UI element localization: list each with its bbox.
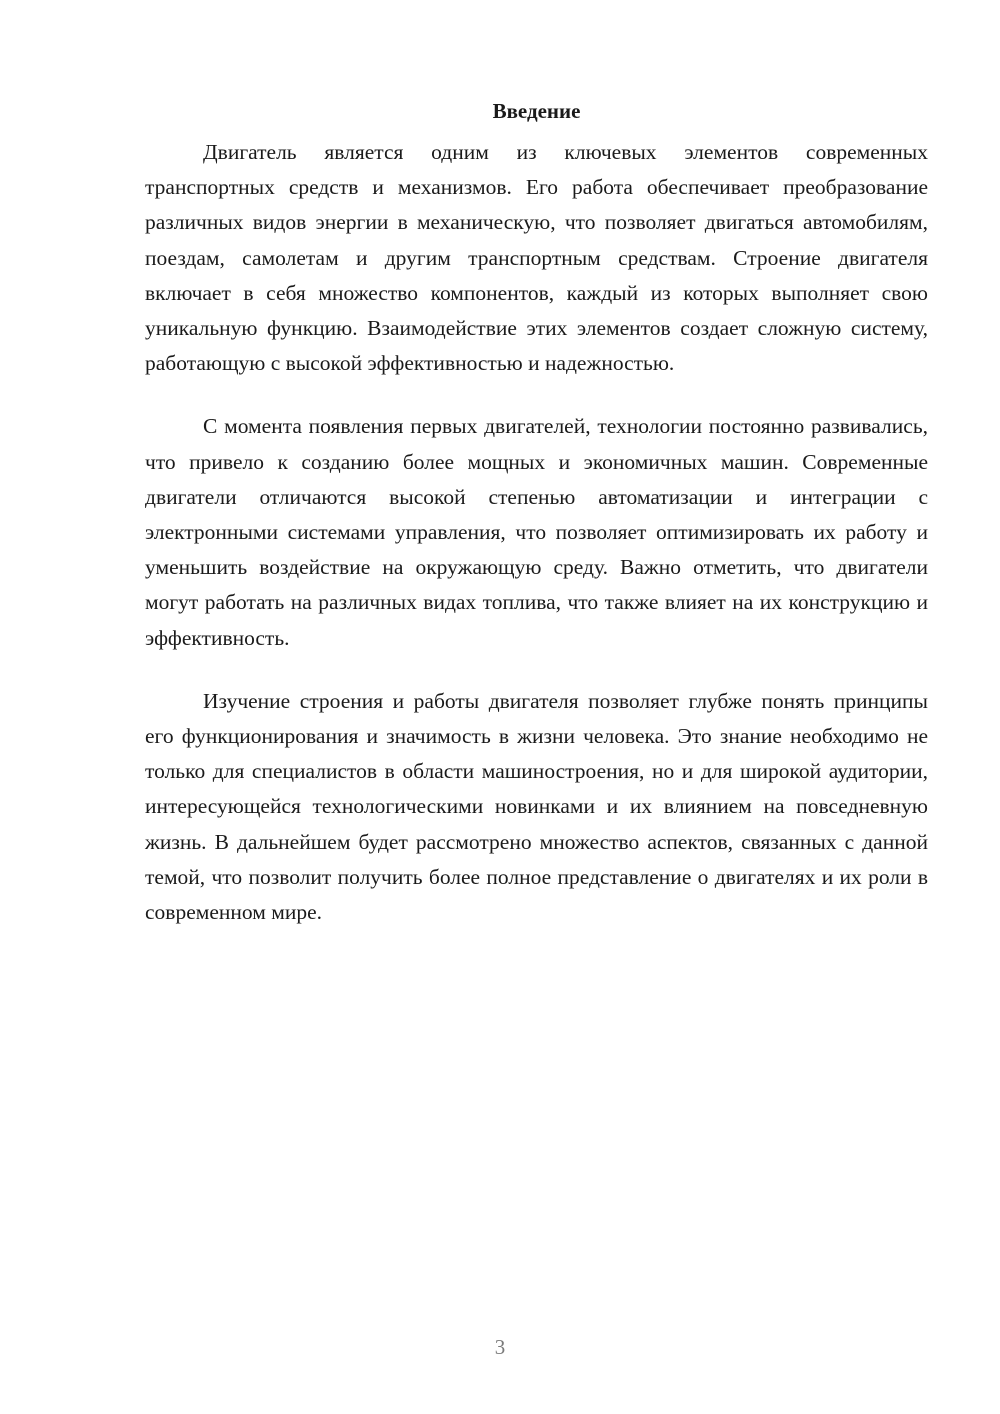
paragraph-2: С момента появления первых двигателей, технологии постоянно развивались, что привело к созданию более мощных и экономичных машин. Современные двигатели отличаются высокой степенью автоматизации и интеграции с электронными системами управления, что позволяет оптимизировать их работу и уменьшить воздействие на окружающую среду. Важно отметить, что двигатели могут работать на различных видах топлива, что также влияет на их конструкцию и эффективность.	[145, 414, 928, 650]
paragraph-3: Изучение строения и работы двигателя позволяет глубже понять принципы его функционирования и значимость в жизни человека. Это знание необходимо не только для специалистов в области машиностроения, но и для широкой аудитории, интересующейся технологическими новинками и их влиянием на повседневную жизнь. В дальнейшем будет рассмотрено множество аспектов, связанных с данной темой, что позволит получить более полное представление о двигателях и их роли в современном мире.	[145, 688, 928, 925]
section-title: Введение	[492, 99, 581, 123]
page-number: 3	[494, 1335, 506, 1359]
page-content	[145, 95, 928, 958]
paragraph-1: Двигатель является одним из ключевых элементов современных транспортных средств и механизмов. Его работа обеспечивает преобразование различных видов энергии в механическую, что позволяет двигаться автомобилям, поездам, самолетам и другим транспортным средствам. Строение двигателя включает в себя множество компонентов, каждый из которых выполняет свою уникальную функцию. Взаимодействие этих элементов создает сложную систему, работающую с высокой эффективностью и надежностью.	[145, 140, 928, 376]
